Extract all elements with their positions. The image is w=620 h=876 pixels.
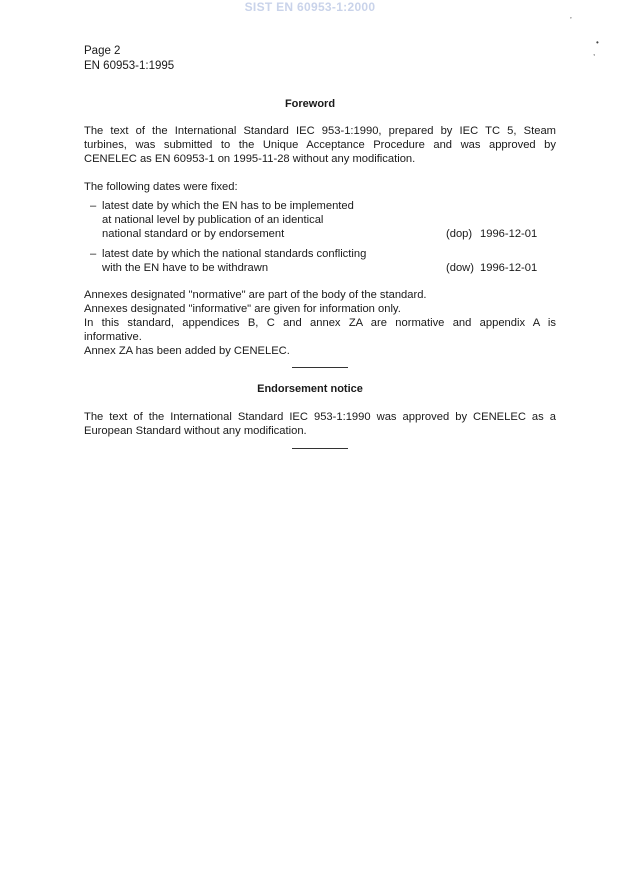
- endorsement-text: [84, 410, 556, 438]
- dash-bullet: –: [90, 248, 97, 260]
- intro-line: The text of the International Standard IEC 953-1:1990, prepared by IEC TC 5, Steam: [84, 125, 556, 137]
- description-line: latest date by which the EN has to be implemented: [102, 200, 354, 212]
- endorsement-line: The text of the International Standard IEC 953-1:1990 was approved by CENELEC as a: [84, 411, 556, 423]
- annex-line: Annex ZA has been added by CENELEC.: [84, 345, 290, 357]
- date-item-dop: [90, 199, 550, 241]
- intro-line: turbines, was submitted to the Unique Acceptance Procedure and was approved by: [84, 139, 556, 151]
- date-value: 1996-12-01: [480, 262, 538, 274]
- section-divider: [292, 448, 348, 449]
- dash-bullet: –: [90, 200, 97, 212]
- scan-specks: ,: [593, 48, 596, 57]
- annex-line: In this standard, appendices B, C and annex ZA are normative and appendix A is: [84, 317, 556, 329]
- watermark: SIST EN 60953-1:2000: [244, 0, 376, 14]
- annex-line: Annexes designated "normative" are part of the body of the standard.: [84, 289, 427, 301]
- date-description: [102, 247, 422, 275]
- endorsement-line: European Standard without any modification.: [84, 425, 307, 437]
- dates-intro: The following dates were fixed:: [84, 181, 238, 193]
- scan-specks: •: [596, 38, 599, 47]
- intro-line: CENELEC as EN 60953-1 on 1995-11-28 without any modification.: [84, 153, 416, 165]
- description-line: at national level by publication of an identical: [102, 214, 324, 226]
- annex-line: Annexes designated "informative" are given for information only.: [84, 303, 401, 315]
- endorsement-title: Endorsement notice: [257, 383, 363, 395]
- foreword-intro: [84, 124, 556, 166]
- date-item-dow: [90, 247, 550, 275]
- scan-specks: ’: [570, 16, 572, 25]
- description-line: latest date by which the national standards conflicting: [102, 248, 367, 260]
- description-line: with the EN have to be withdrawn: [102, 262, 269, 274]
- document-id: EN 60953-1:1995: [84, 59, 175, 72]
- page-header: [84, 44, 174, 73]
- date-description: [102, 199, 422, 241]
- page-number: Page 2: [84, 45, 121, 57]
- foreword-title: Foreword: [284, 98, 336, 110]
- section-divider: [292, 367, 348, 368]
- annex-notes: [84, 288, 556, 358]
- annex-line: informative.: [84, 331, 142, 343]
- description-line: national standard or by endorsement: [102, 228, 285, 240]
- date-code: (dop): [446, 228, 473, 240]
- date-value: 1996-12-01: [480, 228, 538, 240]
- date-code: (dow): [446, 262, 474, 274]
